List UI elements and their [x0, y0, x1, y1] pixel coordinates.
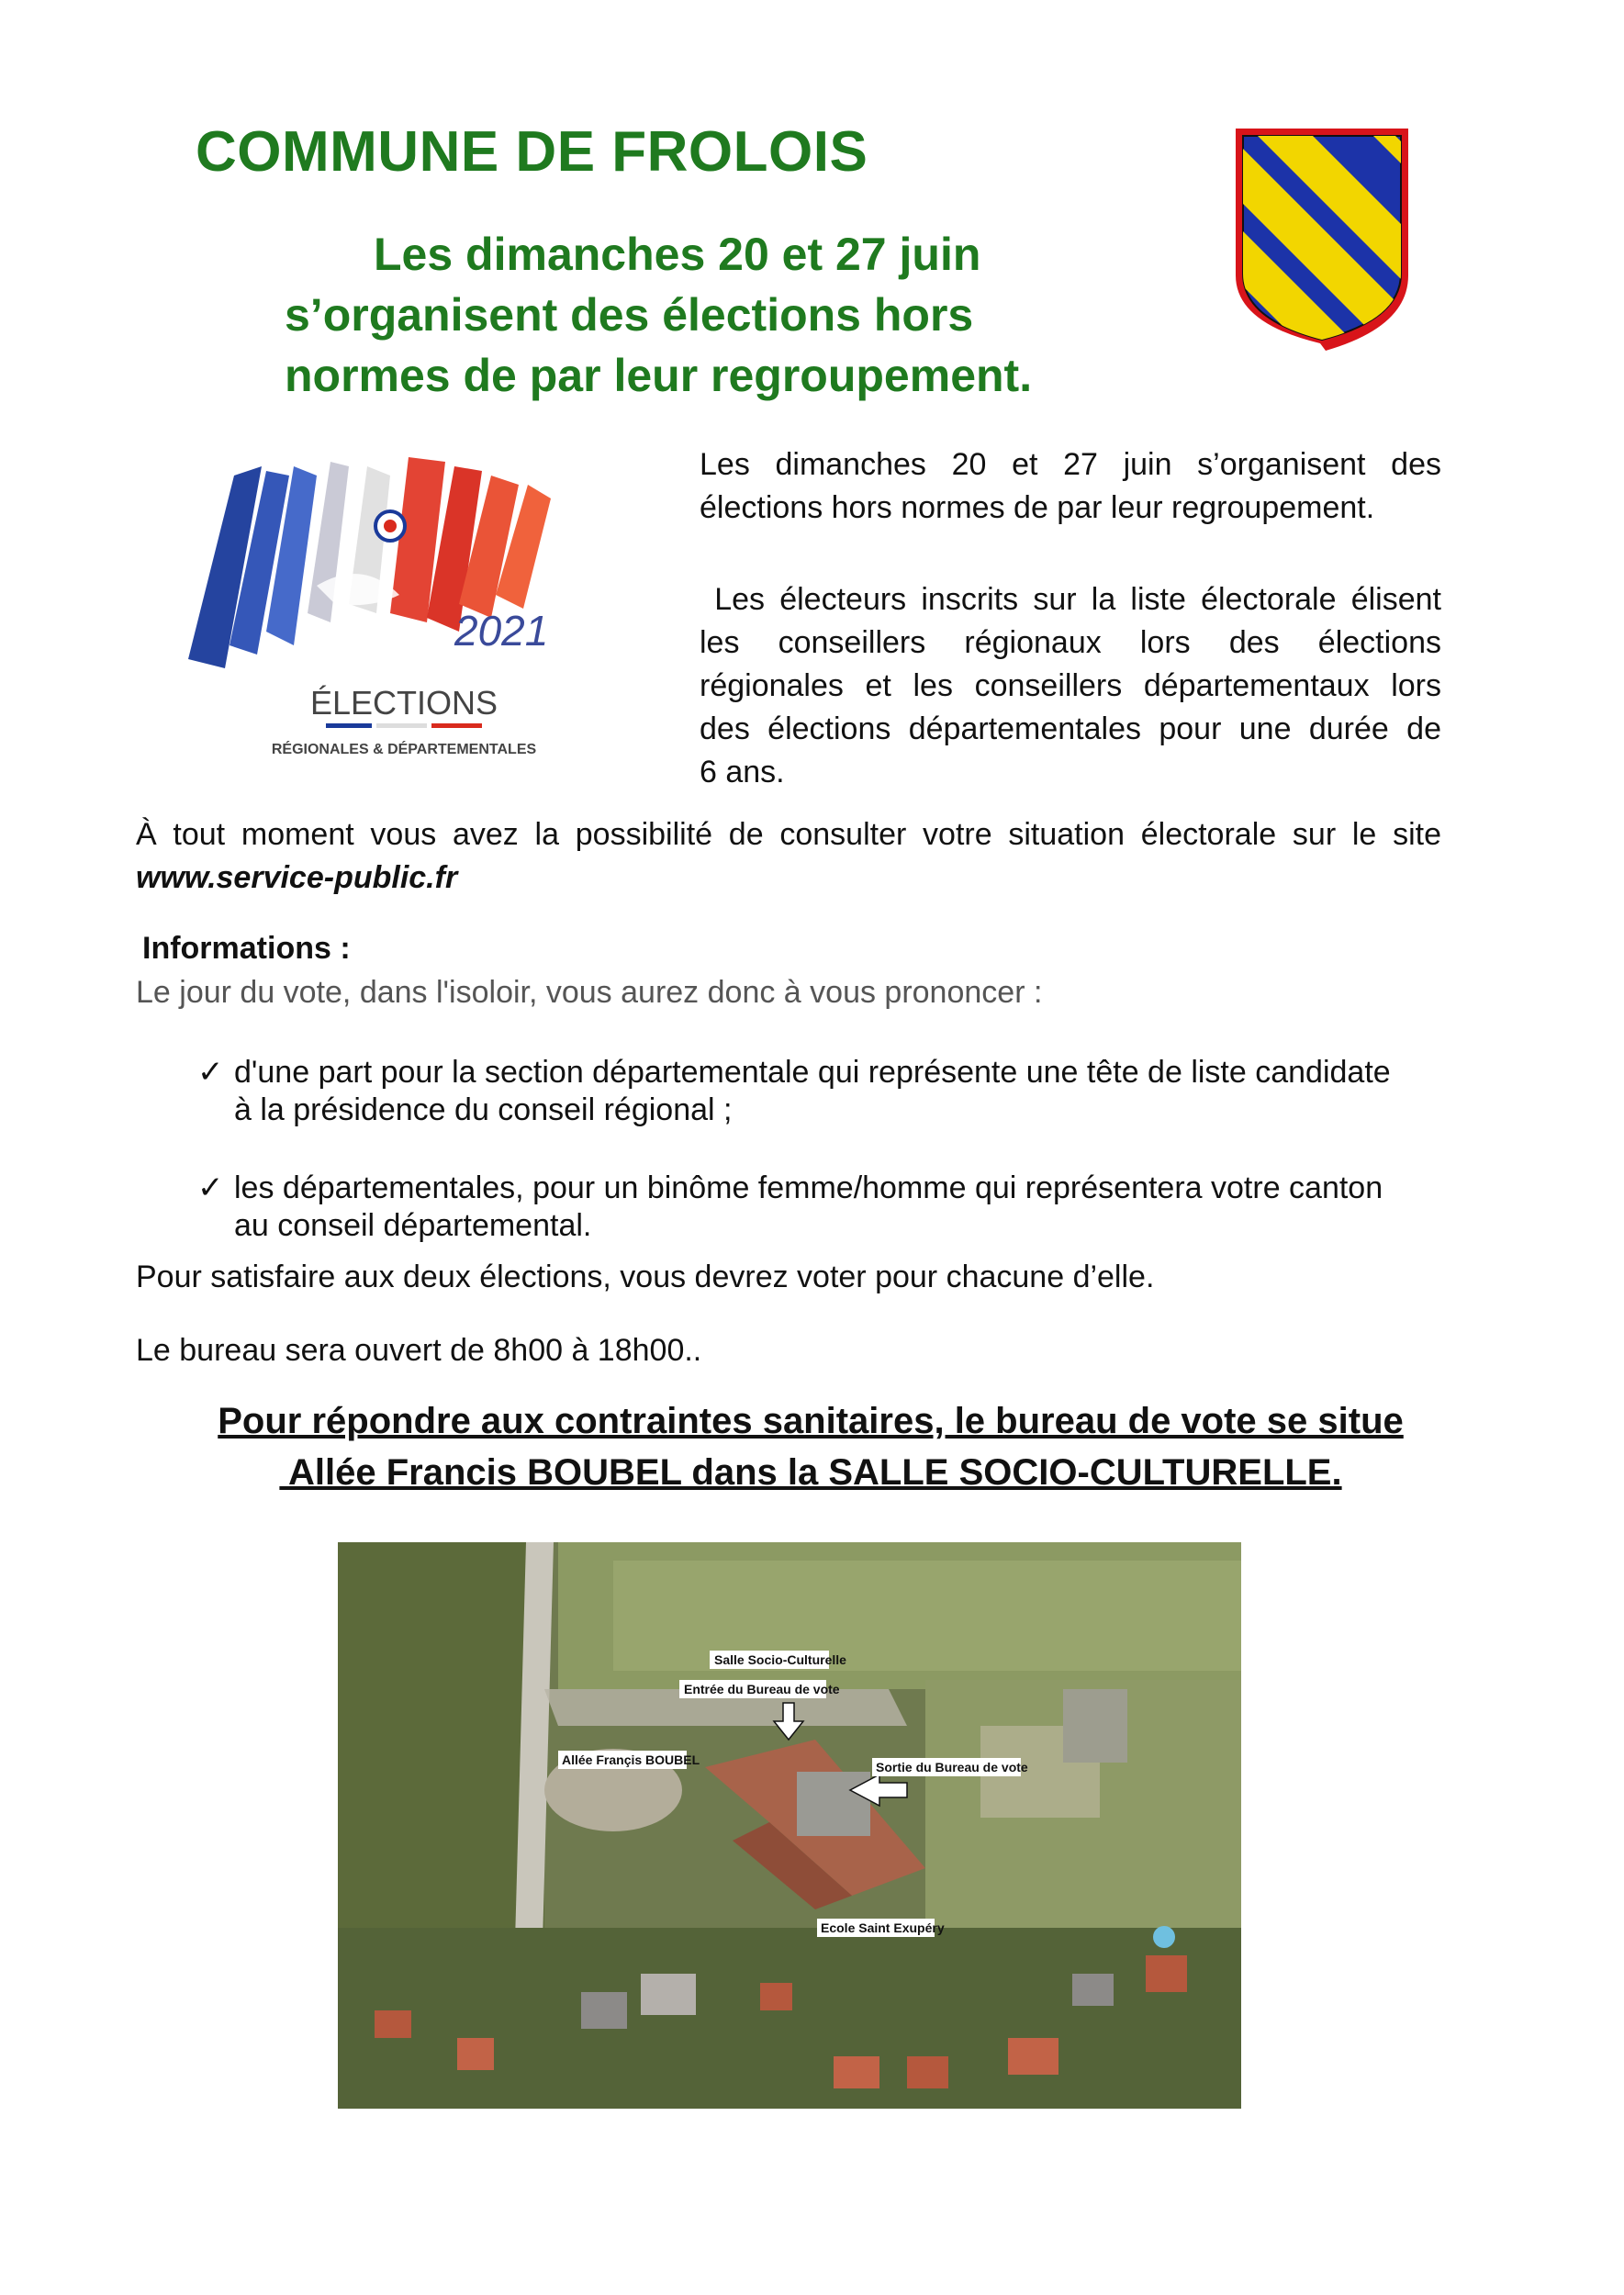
- opening-hours-text: Le bureau sera ouvert de 8h00 à 18h00..: [136, 1333, 702, 1368]
- logo-year: 2021: [454, 607, 549, 655]
- elections-2021-logo: [179, 448, 629, 765]
- aerial-map: [338, 1542, 1241, 2109]
- subtitle-line-1: Les dimanches 20 et 27 juin: [374, 229, 981, 280]
- checkmark-icon: ✓: [197, 1055, 224, 1090]
- bullet-line-1: les départementales, pour un binôme femme/homme qui représentera votre canton: [234, 1170, 1383, 1205]
- consult-text: À tout moment vous avez la possibilité de consulter votre situation électorale sur le site: [136, 817, 1441, 852]
- intro-line-1: Les électeurs inscrits sur la liste électorale élisent: [700, 582, 1441, 617]
- bullet-line-1: d'une part pour la section départementale qui représente une tête de liste candidate: [234, 1055, 1391, 1090]
- consult-paragraph: [136, 813, 1441, 900]
- intro-line-5: 6 ans.: [700, 755, 785, 789]
- page-subtitle: [285, 224, 1111, 406]
- intro-paragraph-1: Les dimanches 20 et 27 juin s’organisent des élections hors normes de par leur regroupement.: [700, 447, 1441, 525]
- bullet-item-regional: [197, 1054, 1483, 1129]
- intro-line-3: régionales et les conseillers départementaux lors: [700, 668, 1441, 703]
- both-elections-text: Pour satisfaire aux deux élections, vous devrez voter pour chacune d’elle.: [136, 1259, 1155, 1294]
- map-label-ecole: Ecole Saint Exupéry: [821, 1920, 945, 1935]
- informations-lead: Le jour du vote, dans l'isoloir, vous aurez donc à vous prononcer :: [136, 975, 1043, 1010]
- bullet-item-departemental: [197, 1170, 1483, 1245]
- intro-line-4: des élections départementales pour une durée de: [700, 711, 1441, 746]
- subtitle-line-3: normes de par leur regroupement.: [285, 350, 1033, 401]
- map-label-salle: Salle Socio-Culturelle: [714, 1652, 846, 1667]
- bullet-line-2: à la présidence du conseil régional ;: [234, 1092, 733, 1127]
- service-public-link[interactable]: www.service-public.fr: [136, 860, 458, 895]
- page-title: COMMUNE DE FROLOIS: [196, 120, 868, 184]
- notice-line-2: Allée Francis BOUBEL dans la SALLE SOCIO-CULTURELLE.: [279, 1452, 1342, 1493]
- intro-paragraph-2: [700, 578, 1441, 794]
- subtitle-line-2: s’organisent des élections hors: [285, 289, 974, 341]
- logo-word: ÉLECTIONS: [309, 684, 498, 722]
- informations-heading: Informations :: [142, 931, 351, 966]
- map-label-entree: Entrée du Bureau de vote: [684, 1682, 840, 1696]
- map-label-allee: Allée Françis BOUBEL: [562, 1752, 700, 1767]
- coat-of-arms-icon: [1230, 127, 1414, 352]
- checkmark-icon: ✓: [197, 1170, 224, 1205]
- logo-caption: RÉGIONALES & DÉPARTEMENTALES: [271, 742, 537, 757]
- bullet-line-2: au conseil départemental.: [234, 1208, 592, 1243]
- location-notice: [136, 1395, 1485, 1498]
- map-label-sortie: Sortie du Bureau de vote: [876, 1760, 1028, 1774]
- intro-line-2: les conseillers régionaux lors des élections: [700, 625, 1441, 660]
- notice-line-1: Pour répondre aux contraintes sanitaires, le bureau de vote se situe: [218, 1401, 1404, 1441]
